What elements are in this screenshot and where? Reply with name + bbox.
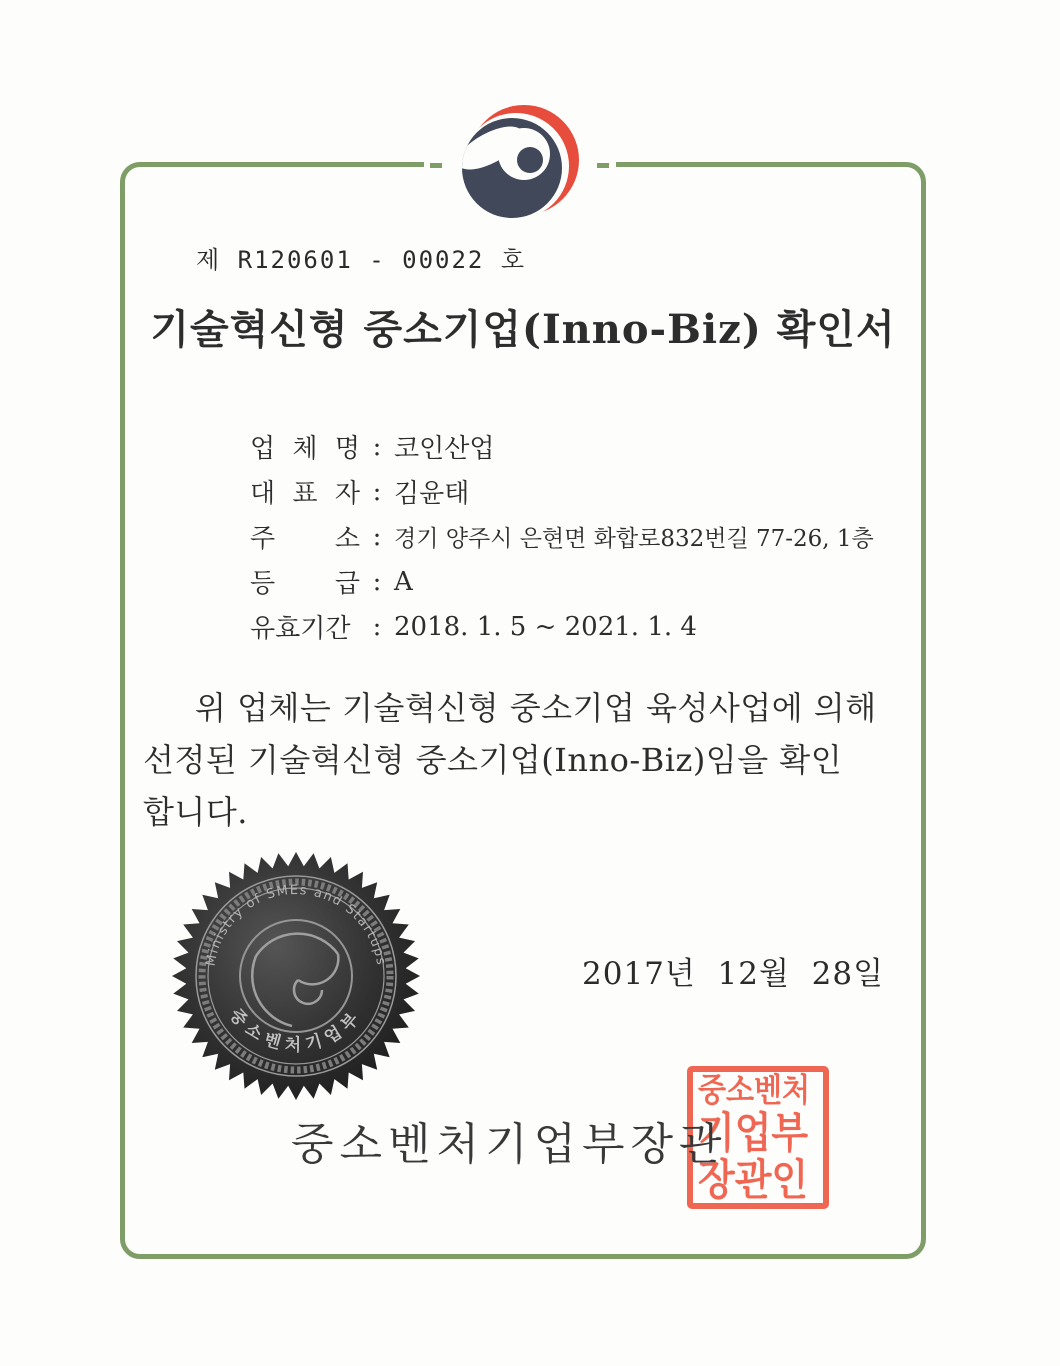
seal-arc-bottom-text: 중소벤처기업부 [225,1005,367,1056]
field-value: 2018. 1. 5 ~ 2021. 1. 4 [394,611,697,642]
field-value: 코인산업 [394,434,495,464]
certificate-title: 기술혁신형 중소기업(Inno-Biz) 확인서 [150,306,896,353]
certificate-number: 제 R120601 - 00022 호 [196,246,527,274]
body-line: 위 업체는 기술혁신형 중소기업 육성사업에 의해 [195,689,877,727]
field-colon: : [372,611,382,642]
issue-date: 2017년 12월 28일 [582,956,885,992]
border-dash-left [430,163,442,168]
body-line: 합니다. [143,793,248,831]
field-company-name [250,424,870,469]
stamp-row: 기업부 [698,1107,809,1158]
field-label: 유효기간 [250,614,351,644]
stamp-row: 중소벤처 [698,1070,811,1109]
field-value: A [394,566,413,597]
taegeuk-icon [454,100,586,232]
field-colon: : [372,566,382,597]
government-emblem-icon [454,100,586,232]
foil-seal-icon [170,850,422,1102]
field-grade [250,559,870,604]
issuer-title: 중소벤처기업부장관 [291,1119,728,1170]
field-value: 김윤태 [394,479,470,509]
foil-seal [170,850,422,1102]
field-label: 대 표 자 [250,479,360,509]
certificate-fields [250,424,874,649]
field-colon: : [372,476,382,507]
field-label: 주 소 [250,524,360,554]
seal-arc-top-text: Ministry of SMEs and Startups [203,882,389,968]
certificate-body [143,682,891,838]
field-ceo-name [250,469,870,514]
field-address [250,514,874,559]
field-validity-period [250,604,870,649]
stamp-row: 장관인 [698,1154,809,1205]
field-colon: : [372,431,382,462]
border-dash-right [597,163,609,168]
body-line: 선정된 기술혁신형 중소기업(Inno-Biz)임을 확인 [143,741,843,779]
field-colon: : [372,521,382,552]
field-label: 등 급 [250,569,360,599]
field-value: 경기 양주시 은현면 화합로832번길 77-26, 1층 [394,526,874,552]
field-label: 업 체 명 [250,434,360,464]
